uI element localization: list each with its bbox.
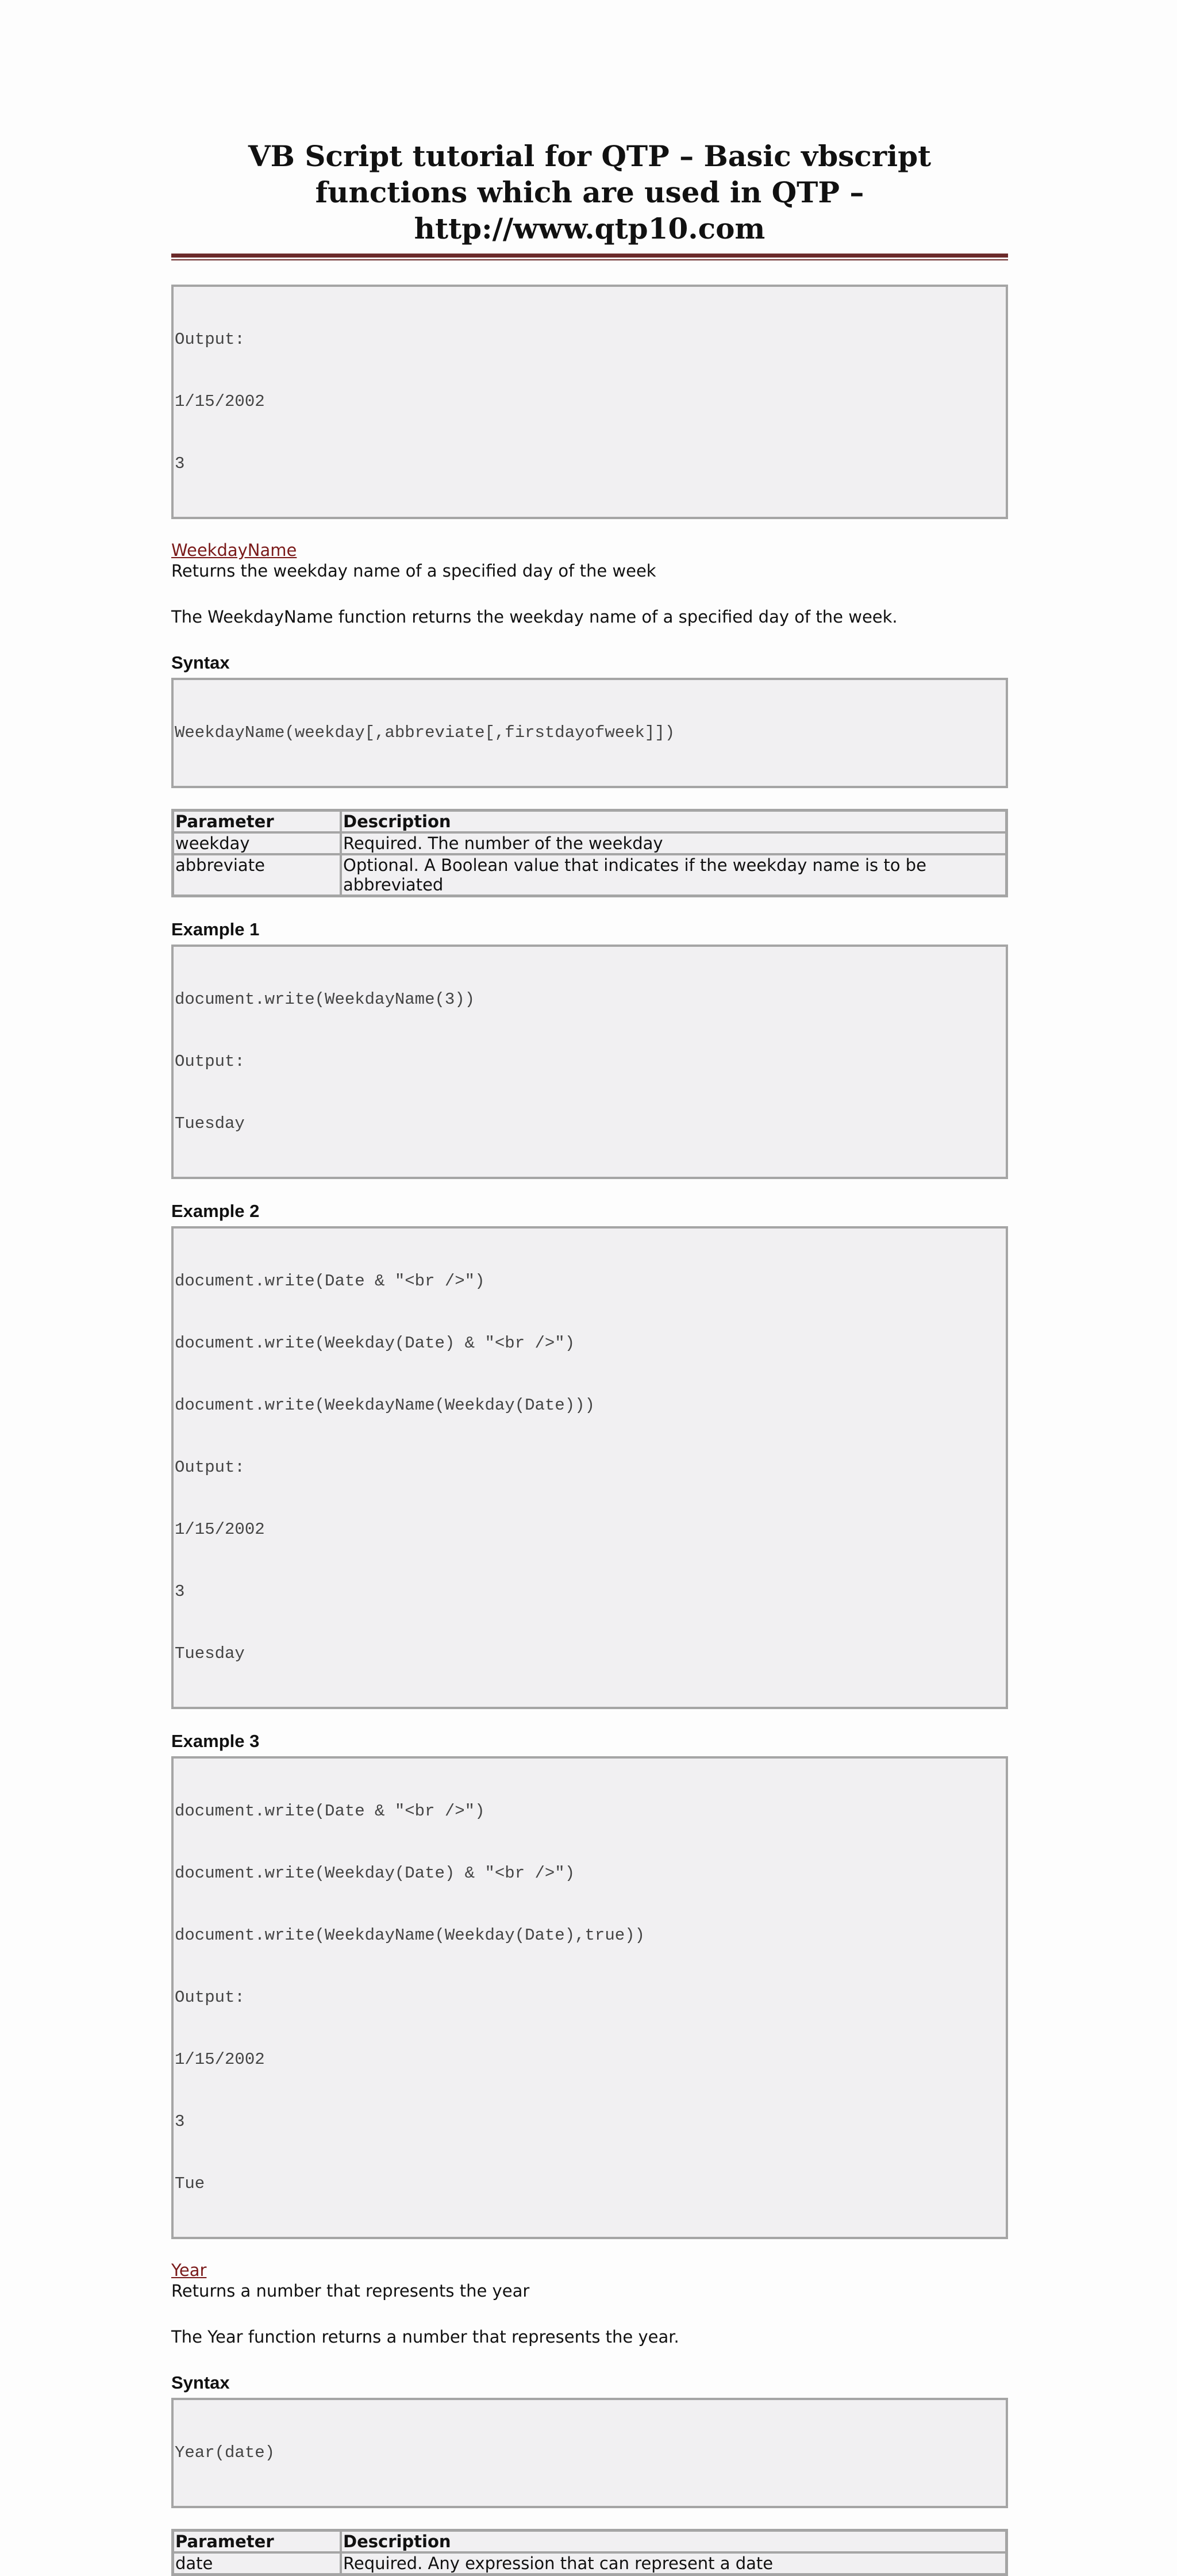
code-line: Tuesday (175, 1114, 245, 1133)
code-line: Output: (175, 1988, 245, 2007)
weekdayname-syntax-heading: Syntax (171, 652, 230, 673)
year-link[interactable]: Year (171, 2260, 207, 2280)
code-output-top (171, 285, 1008, 519)
year-description: The Year function returns a number that represents the year. (171, 2327, 679, 2347)
table-header-cell: Description (341, 811, 1006, 832)
table-row (173, 832, 1006, 854)
year-summary: Returns a number that represents the year (171, 2281, 530, 2301)
code-line: document.write(WeekdayName(Weekday(Date))) (175, 1396, 595, 1415)
table-cell: weekday (173, 832, 341, 854)
example1-code-box (171, 945, 1008, 1179)
example3-heading: Example 3 (171, 1731, 260, 1751)
code-line: Year(date) (175, 2443, 275, 2462)
table-cell: Required. Any expression that can represent a date (341, 2552, 1006, 2574)
code-line: document.write(Date & "<br />") (175, 1802, 485, 1821)
code-line: Output: (175, 330, 245, 349)
code-line: 3 (175, 1582, 185, 1601)
code-line: document.write(WeekdayName(3)) (175, 990, 475, 1009)
table-header-cell: Parameter (173, 2531, 341, 2552)
example2-heading: Example 2 (171, 1201, 260, 1221)
code-line: Tuesday (175, 1644, 245, 1663)
year-syntax-heading: Syntax (171, 2372, 230, 2393)
year-syntax-box (171, 2398, 1008, 2508)
code-line: Output: (175, 1052, 245, 1071)
code-line: Output: (175, 1458, 245, 1477)
code-line: document.write(Weekday(Date) & "<br />") (175, 1864, 575, 1883)
table-cell: abbreviate (173, 854, 341, 896)
example1-heading: Example 1 (171, 919, 260, 939)
table-row (173, 2552, 1006, 2574)
code-line: 3 (175, 2112, 185, 2131)
code-line: document.write(Weekday(Date) & "<br />") (175, 1334, 575, 1353)
code-line: Tue (175, 2174, 205, 2193)
code-line: 1/15/2002 (175, 392, 265, 411)
table-cell: Optional. A Boolean value that indicates if the weekday name is to be abbreviated (341, 854, 1006, 896)
table-row (173, 854, 1006, 896)
table-header-cell: Description (341, 2531, 1006, 2552)
code-line: 3 (175, 454, 185, 473)
document-page (171, 138, 1008, 2576)
code-line: document.write(Date & "<br />") (175, 1272, 485, 1291)
weekdayname-summary: Returns the weekday name of a specified day of the week (171, 561, 656, 581)
code-line: 1/15/2002 (175, 2050, 265, 2069)
title-rule-thick (171, 254, 1008, 258)
weekdayname-description: The WeekdayName function returns the weekday name of a specified day of the week. (171, 607, 898, 627)
example2-code-box (171, 1226, 1008, 1709)
table-cell: Required. The number of the weekday (341, 832, 1006, 854)
table-header-cell: Parameter (173, 811, 341, 832)
year-parameter-table (171, 2529, 1008, 2576)
page-title: VB Script tutorial for QTP – Basic vbscript functions which are used in QTP – http://www.qtp10.com (248, 139, 932, 245)
title-rule-thin (171, 259, 1008, 260)
code-line: 1/15/2002 (175, 1520, 265, 1539)
table-header-row (173, 2531, 1006, 2552)
code-line: WeekdayName(weekday[,abbreviate[,firstdayofweek]]) (175, 723, 675, 742)
weekdayname-link[interactable]: WeekdayName (171, 540, 297, 560)
example3-code-box (171, 1756, 1008, 2239)
table-header-row (173, 811, 1006, 832)
table-cell: date (173, 2552, 341, 2574)
code-line: document.write(WeekdayName(Weekday(Date),true)) (175, 1926, 645, 1945)
weekdayname-syntax-box (171, 678, 1008, 788)
weekdayname-parameter-table (171, 809, 1008, 897)
